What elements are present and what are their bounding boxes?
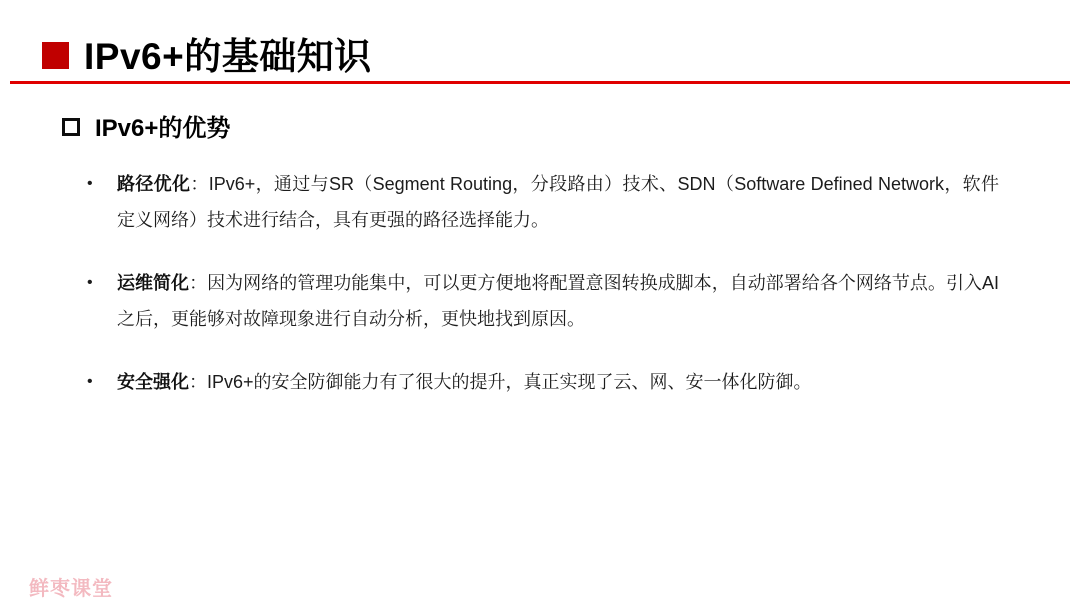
bullet-separator: ： xyxy=(189,273,208,293)
bullet-text: IPv6+，通过与SR（Segment Routing，分段路由）技术、SDN（Software Defined Network，软件定义网络）技术进行结合，具有更强的路径选择能力。 xyxy=(117,174,1000,230)
bullet-dot-icon: • xyxy=(87,274,93,291)
slide-header xyxy=(42,26,372,80)
bullet-label: 运维简化 xyxy=(117,273,190,293)
title-divider xyxy=(10,81,1070,84)
list-item xyxy=(87,265,1000,337)
bullet-dot-icon: • xyxy=(87,373,93,390)
bullet-text: 因为网络的管理功能集中，可以更方便地将配置意图转换成脚本，自动部署给各个网络节点。引入AI之后，更能够对故障现象进行自动分析，更快地找到原因。 xyxy=(117,273,1000,329)
bullet-label: 路径优化 xyxy=(117,174,191,194)
bullet-text: IPv6+的安全防御能力有了很大的提升，真正实现了云、网、安一体化防御。 xyxy=(207,372,812,392)
bullet-label: 安全强化 xyxy=(117,372,189,392)
section-title: IPv6+的优势 xyxy=(95,115,231,142)
page-title: IPv6+的基础知识 xyxy=(84,36,372,77)
watermark: 鲜枣课堂 xyxy=(29,578,113,600)
list-item xyxy=(87,364,999,400)
bullet-separator: ： xyxy=(190,174,209,194)
bullet-dot-icon: • xyxy=(87,175,93,192)
list-item xyxy=(87,166,1000,238)
hollow-square-icon xyxy=(62,118,80,136)
section-heading xyxy=(62,108,230,143)
bullet-list xyxy=(87,166,1000,427)
bullet-separator: ： xyxy=(189,372,207,392)
red-square-icon xyxy=(42,42,69,69)
